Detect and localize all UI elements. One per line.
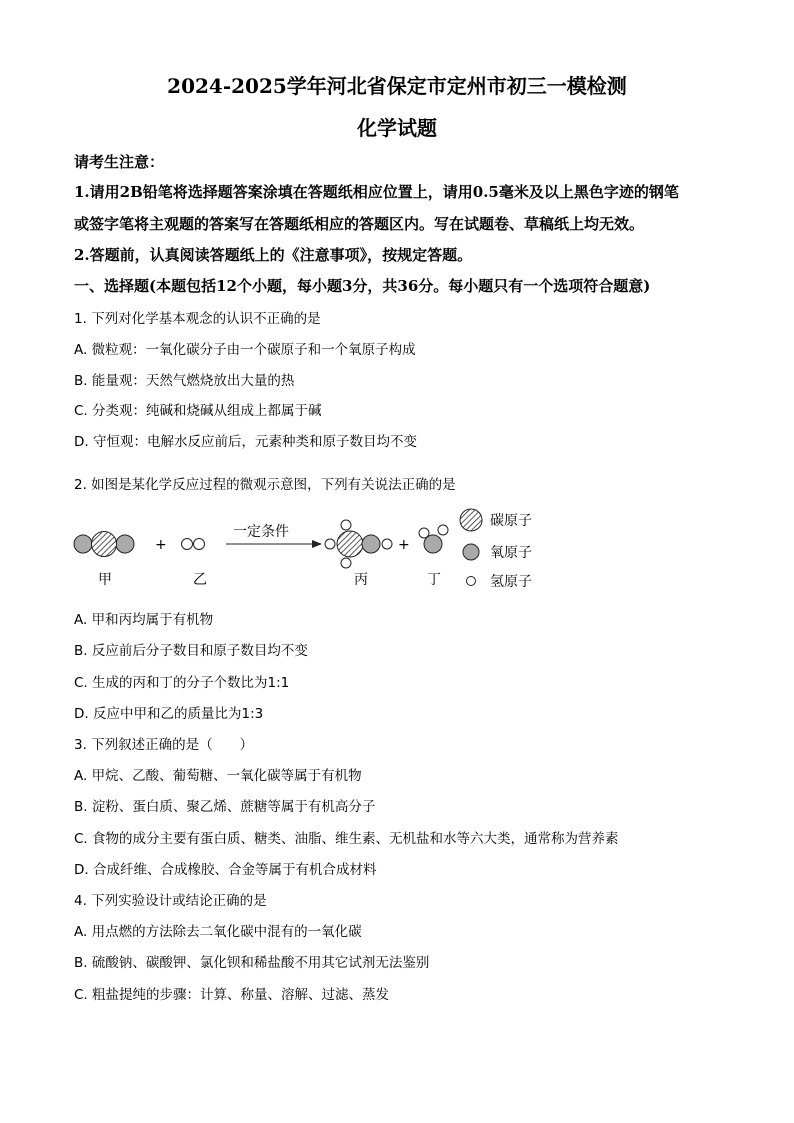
- exam-title: 2024-2025学年河北省保定市定州市初三一模检测: [167, 74, 627, 98]
- notice-heading: 请考生注意：: [74, 153, 165, 171]
- question-1-option-d: D. 守恒观：电解水反应前后，元素种类和原子数目均不变: [74, 434, 417, 450]
- label-yi: 乙: [193, 572, 207, 588]
- label-bing: 丙: [354, 572, 368, 588]
- molecule-ding: [419, 525, 448, 553]
- question-4-stem: 4. 下列实验设计或结论正确的是: [74, 893, 267, 909]
- question-1-option-b: B. 能量观：天然气燃烧放出大量的热: [74, 373, 295, 389]
- section-1-heading: 一、选择题(本题包括12个小题，每小题3分，共36分。每小题只有一个选项符合题意): [74, 277, 651, 295]
- question-1-stem: 1. 下列对化学基本观念的认识不正确的是: [74, 311, 321, 327]
- question-2-option-c: C. 生成的丙和丁的分子个数比为1:1: [74, 675, 290, 691]
- legend-oxygen-label: 氧原子: [490, 545, 532, 561]
- question-2-option-d: D. 反应中甲和乙的质量比为1:3: [74, 706, 264, 722]
- question-3-option-a: A. 甲烷、乙酸、葡萄糖、一氧化碳等属于有机物: [74, 768, 362, 784]
- legend-hydrogen-label: 氢原子: [490, 574, 532, 590]
- molecule-jia: [74, 532, 134, 557]
- notice-item-1-line-1: 1.请用2B铅笔将选择题答案涂填在答题纸相应位置上，请用0.5毫米及以上黑色字迹的钢笔: [74, 183, 679, 201]
- question-4-option-a: A. 用点燃的方法除去二氧化碳中混有的一氧化碳: [74, 924, 362, 940]
- notice-item-2: 2.答题前，认真阅读答题纸上的《注意事项》，按规定答题。: [74, 246, 473, 264]
- legend-carbon-icon: [460, 509, 482, 531]
- question-3-option-c: C. 食物的成分主要有蛋白质、糖类、油脂、维生素、无机盐和水等六大类，通常称为营养素: [74, 831, 619, 847]
- reaction-condition: 一定条件: [233, 524, 289, 540]
- question-2-stem: 2. 如图是某化学反应过程的微观示意图，下列有关说法正确的是: [74, 477, 456, 493]
- molecule-yi: [182, 539, 205, 550]
- exam-subtitle: 化学试题: [357, 116, 437, 140]
- question-2-option-b: B. 反应前后分子数目和原子数目均不变: [74, 643, 308, 659]
- arrow-head-icon: [312, 540, 322, 548]
- question-3-option-b: B. 淀粉、蛋白质、聚乙烯、蔗糖等属于有机高分子: [74, 799, 376, 815]
- legend: [460, 509, 532, 590]
- question-1-option-c: C. 分类观：纯碱和烧碱从组成上都属于碱: [74, 403, 322, 419]
- molecule-bing: [325, 520, 392, 568]
- legend-hydrogen-icon: [467, 577, 476, 586]
- question-1-option-a: A. 微粒观：一氧化碳分子由一个碳原子和一个氧原子构成: [74, 342, 416, 358]
- question-3-option-d: D. 合成纤维、合成橡胶、合金等属于有机合成材料: [74, 862, 377, 878]
- question-4-option-c: C. 粗盐提纯的步骤：计算、称量、溶解、过滤、蒸发: [74, 987, 390, 1003]
- notice-item-1-line-2: 或签字笔将主观题的答案写在答题纸相应的答题区内。写在试题卷、草稿纸上均无效。: [74, 215, 645, 233]
- question-2-option-a: A. 甲和丙均属于有机物: [74, 612, 214, 628]
- label-jia: 甲: [98, 572, 112, 588]
- legend-oxygen-icon: [463, 544, 479, 560]
- legend-carbon-label: 碳原子: [490, 513, 532, 529]
- plus-sign-2: +: [398, 537, 410, 553]
- question-3-stem: 3. 下列叙述正确的是（ ）: [74, 737, 254, 753]
- question-4-option-b: B. 硫酸钠、碳酸钾、氯化钡和稀盐酸不用其它试剂无法鉴别: [74, 955, 430, 971]
- reaction-diagram: [60, 500, 560, 600]
- plus-sign-1: +: [155, 537, 167, 553]
- label-ding: 丁: [427, 572, 441, 588]
